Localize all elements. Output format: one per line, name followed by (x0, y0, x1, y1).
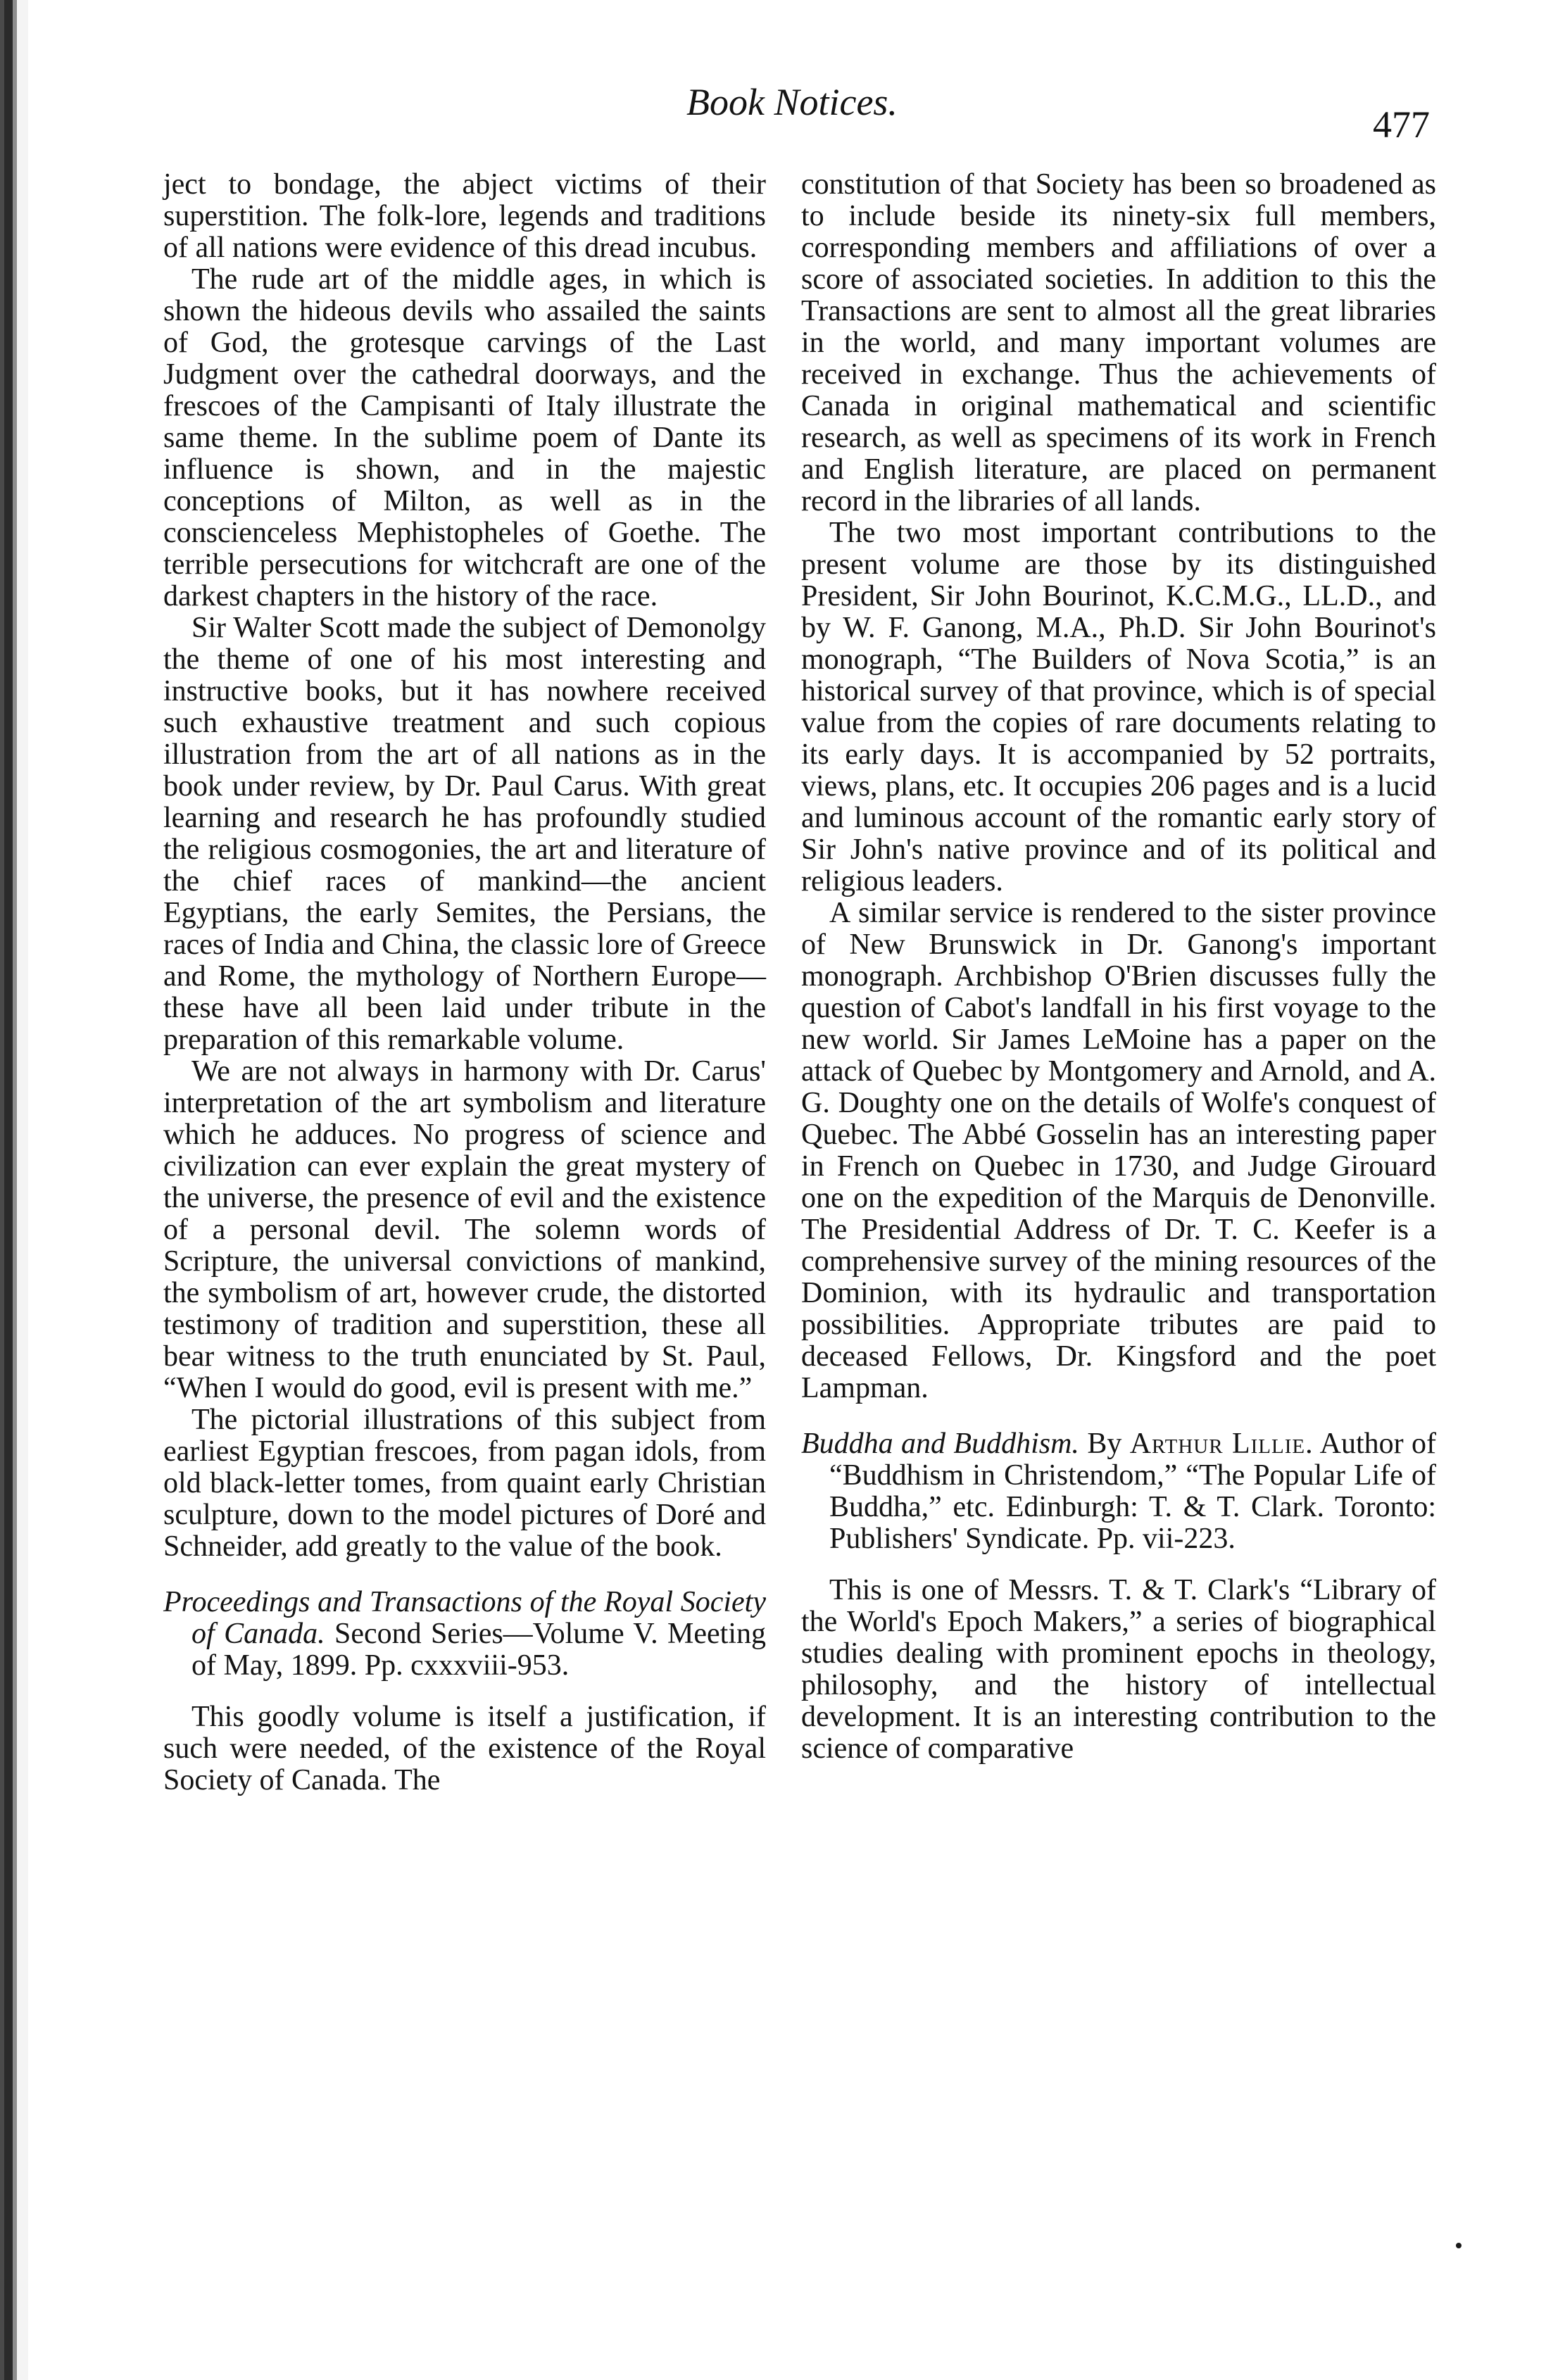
paragraph: The two most important contributions to the present volume are those by its distinguished President, Sir John Bourinot, K.C.M.G., LL.D., and by W. F. Ganong, M.A., Ph.D. Sir John Bourinot's monograph, “The Builders of Nova Scotia,” is an historical survey of that province, which is of special value from the copies of rare documents relating to its early days. It is accompanied by 52 portraits, views, plans, etc. It occupies 206 pages and is a lucid and luminous account of the romantic early story of Sir John's native province and of its political and religious leaders. (801, 517, 1436, 898)
paragraph: ject to bondage, the abject victims of their superstition. The folk-lore, legends and traditions of all nations were evidence of this dread incubus. (163, 168, 766, 264)
paragraph: We are not always in harmony with Dr. Carus' interpretation of the art symbolism and literature which he adduces. No progress of science and civilization can ever explain the great mystery of the universe, the presence of evil and the existence of a personal devil. The solemn words of Scripture, the universal convictions of mankind, the symbolism of art, however crude, the distorted testimony of tradition and superstition, these all bear witness to the truth enunciated by St. Paul, “When I would do good, evil is present with me.” (163, 1055, 766, 1404)
book-author: Arthur Lillie. (1129, 1428, 1314, 1460)
paragraph: constitution of that Society has been so broadened as to include beside its ninety-six full members, corresponding members and affiliations of over a score of associated societies. In addition to this the Transactions are sent to almost all the great libraries in the world, and many important volumes are received in exchange. Thus the achievements of Canada in original mathematical and scientific research, as well as specimens of its work in French and English literature, are placed on permanent record in the libraries of all lands. (801, 168, 1436, 517)
page-number: 477 (1373, 103, 1430, 146)
book-by: By (1087, 1428, 1122, 1460)
paragraph: This is one of Messrs. T. & T. Clark's “Library of the World's Epoch Makers,” a series of biographical studies dealing with prominent epochs in theology, philosophy, and the history of intellectual development. It is an interesting contribution to the science of comparative (801, 1574, 1436, 1765)
stray-mark (1456, 2243, 1462, 2248)
book-notice-heading (801, 1428, 1436, 1555)
paragraph: The pictorial illustrations of this subject from earliest Egyptian frescoes, from pagan idols, from old black-letter tomes, from quaint early Christian sculpture, down to the model pictures of Doré and Schneider, add greatly to the value of the book. (163, 1404, 766, 1563)
paragraph: A similar service is rendered to the sister province of New Brunswick in Dr. Ganong's important monograph. Archbishop O'Brien discusses fully the question of Cabot's landfall in his first voyage to the new world. Sir James LeMoine has a paper on the attack of Quebec by Montgomery and Arnold, and A. G. Doughty one on the details of Wolfe's conquest of Quebec. The Abbé Gosselin has an interesting paper in French on Quebec in 1730, and Judge Girouard one on the expedition of the Marquis de Denonville. The Presidential Address of Dr. T. C. Keefer is a comprehensive survey of the mining resources of the Dominion, with its hydraulic and transportation possibilities. Appropriate tributes are paid to deceased Fellows, Dr. Kingsford and the poet Lampman. (801, 897, 1436, 1404)
book-spine-edge (0, 0, 28, 2380)
book-title: Buddha and Buddhism. (801, 1428, 1079, 1460)
left-column (163, 169, 766, 1796)
book-details: Second Series—Volume V. Meeting of May, 1899. Pp. cxxxviii-953. (191, 1618, 767, 1682)
right-column (801, 169, 1436, 1765)
running-head: Book Notices. (686, 81, 898, 123)
book-details: Author of “Buddhism in Christendom,” “The Popular Life of Buddha,” etc. Edinburgh: T. & T. Clark. Toronto: Publishers' Syndicate. Pp. vii-223. (829, 1428, 1437, 1555)
paragraph: Sir Walter Scott made the subject of Demonolgy the theme of one of his most interesting and instructive books, but it has nowhere received such exhaustive treatment and such copious illustration from the art of all nations as in the book under review, by Dr. Paul Carus. With great learning and research he has profoundly studied the religious cosmogonies, the art and literature of the chief races of mankind—the ancient Egyptians, the early Semites, the Persians, the races of India and China, the classic lore of Greece and Rome, the mythology of Northern Europe—these have all been laid under tribute in the preparation of this remarkable volume. (163, 612, 766, 1056)
section-gap (801, 1404, 1436, 1428)
section-gap (163, 1682, 766, 1701)
section-gap (801, 1555, 1436, 1575)
book-notice-heading (163, 1587, 766, 1682)
section-gap (163, 1563, 766, 1587)
book-title: Proceedings and Transactions of the Royal Society of Canada. (163, 1586, 766, 1650)
paragraph: This goodly volume is itself a justification, if such were needed, of the existence of the Royal Society of Canada. The (163, 1701, 766, 1796)
paragraph: The rude art of the middle ages, in which is shown the hideous devils who assailed the saints of God, the grotesque carvings of the Last Judgment over the cathedral doorways, and the frescoes of the Campisanti of Italy illustrate the same theme. In the sublime poem of Dante its influence is shown, and in the majestic conceptions of Milton, as well as in the conscienceless Mephistopheles of Goethe. The terrible persecutions for witchcraft are one of the darkest chapters in the history of the race. (163, 263, 766, 612)
